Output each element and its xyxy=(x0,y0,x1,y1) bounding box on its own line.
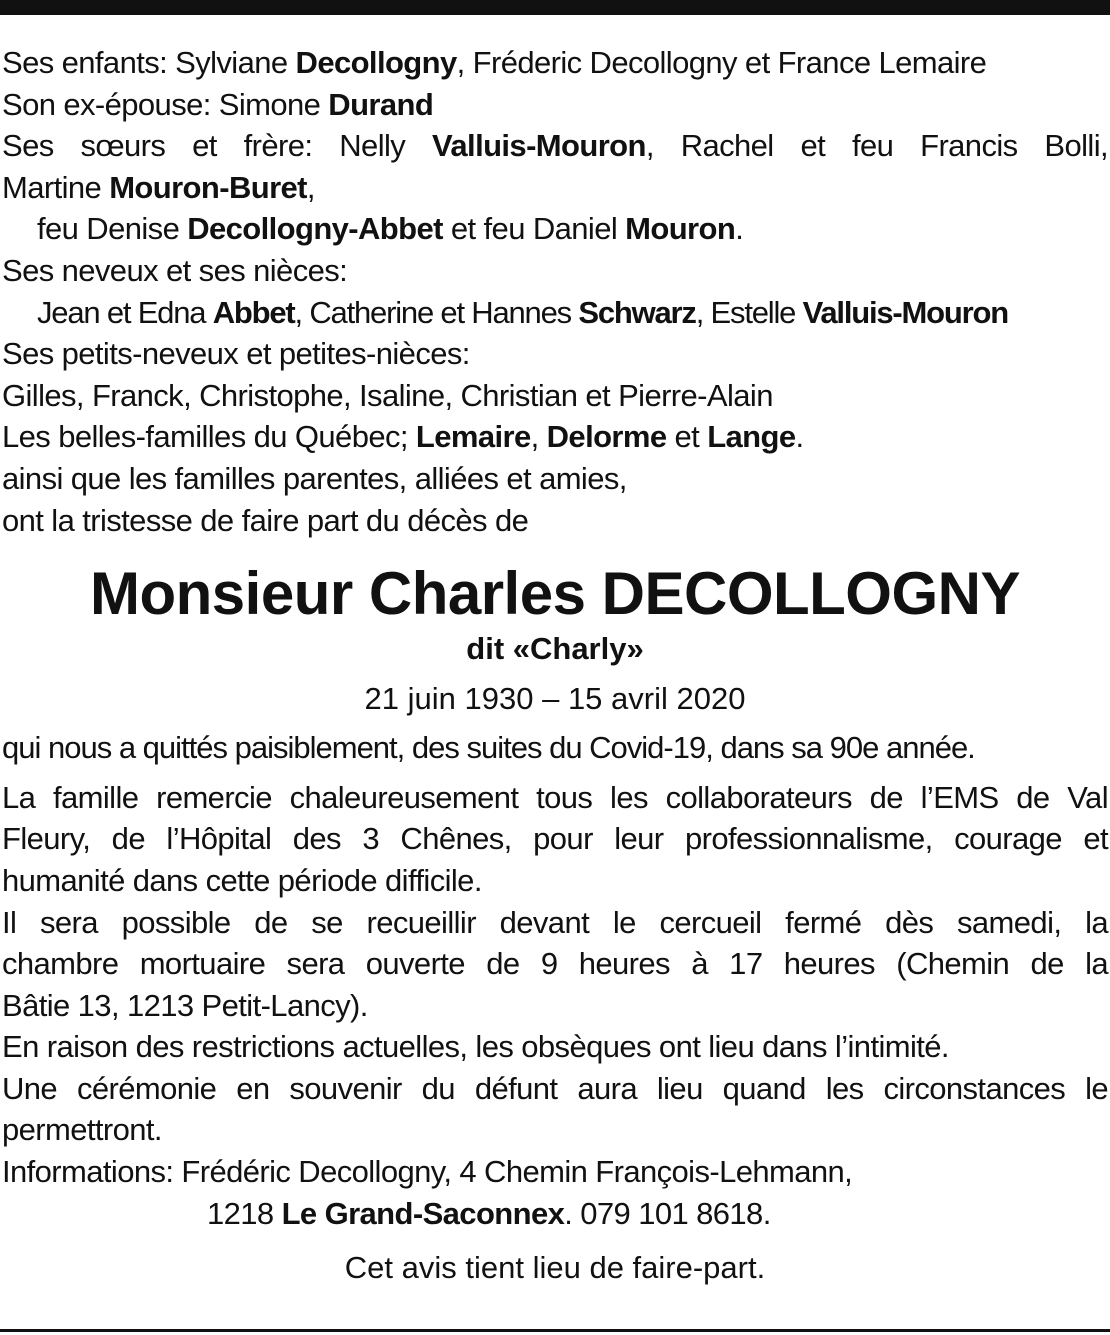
text: , Rachel et feu Francis Bolli, xyxy=(645,128,1108,164)
text: feu Denise xyxy=(37,211,188,247)
text: Ses sœurs et frère: Nelly xyxy=(2,128,433,164)
surname: Abbet xyxy=(212,294,295,330)
announcement-line: ont la tristesse de faire part du décès de xyxy=(2,502,529,538)
text-line: humanité dans cette période difficile. xyxy=(2,862,482,898)
deceased-nickname: dit «Charly» xyxy=(466,631,644,667)
text: Son ex-épouse: Simone xyxy=(2,86,329,122)
martine-line xyxy=(2,167,1108,209)
thanks-paragraph xyxy=(2,777,1108,902)
top-rule xyxy=(0,0,1110,15)
surname: Mouron-Buret xyxy=(109,169,307,205)
text: Jean et Edna xyxy=(37,294,213,330)
text: Les belles-familles du Québec; xyxy=(2,419,416,455)
text-line: Informations: Frédéric Decollogny, 4 Chemin François-Lehmann, xyxy=(2,1154,853,1190)
children-line xyxy=(2,42,1108,84)
closing-note: Cet avis tient lieu de faire-part. xyxy=(344,1250,766,1286)
text-line: permettront. xyxy=(2,1112,162,1148)
text: . xyxy=(795,419,804,455)
passing-line: qui nous a quittés paisiblement, des suites du Covid-19, dans sa 90e année. xyxy=(2,730,975,766)
text: et feu Daniel xyxy=(442,211,626,247)
text-line: Il sera possible de se recueillir devant le cercueil fermé dès samedi, la xyxy=(2,904,1108,940)
text: et xyxy=(666,419,708,455)
nephews-line xyxy=(2,292,1108,334)
surname: Lemaire xyxy=(415,419,531,455)
surname: Decollogny-Abbet xyxy=(187,211,443,247)
allied-families-line: ainsi que les familles parentes, alliées et amies, xyxy=(2,460,627,496)
ceremony-paragraph xyxy=(2,1068,1108,1151)
text-line: Bâtie 13, 1213 Petit-Lancy). xyxy=(2,987,368,1023)
surname: Mouron xyxy=(625,211,736,247)
surname: Schwarz xyxy=(578,294,696,330)
surname: Valluis-Mouron xyxy=(802,294,1008,330)
nephews-heading: Ses neveux et ses nièces: xyxy=(2,252,348,288)
ex-spouse-line xyxy=(2,84,1108,126)
text-line: Une cérémonie en souvenir du défunt aura lieu quand les circonstances le xyxy=(2,1070,1108,1106)
surname: Durand xyxy=(328,86,434,122)
viewing-paragraph xyxy=(2,902,1108,1027)
text: Martine xyxy=(2,169,110,205)
contact-info xyxy=(2,1151,1108,1234)
text: , Catherine et Hannes xyxy=(294,294,579,330)
surname: Valluis-Mouron xyxy=(432,128,646,164)
grand-nephews-names: Gilles, Franck, Christophe, Isaline, Christian et Pierre-Alain xyxy=(2,377,773,413)
life-dates: 21 juin 1930 – 15 avril 2020 xyxy=(364,681,746,717)
text: . 079 101 8618. xyxy=(564,1195,771,1231)
text: . xyxy=(735,211,744,247)
text-line: La famille remercie chaleureusement tous les collaborateurs de l’EMS de Val xyxy=(2,779,1108,815)
locality: Le Grand-Saconnex xyxy=(281,1195,565,1231)
text: Ses enfants: Sylviane xyxy=(2,45,296,80)
bottom-rule xyxy=(0,1329,1110,1332)
surname: Lange xyxy=(707,419,796,455)
surname: Delorme xyxy=(546,419,667,455)
text: , xyxy=(306,169,315,205)
in-laws-line xyxy=(2,416,1108,458)
text: 1218 xyxy=(207,1195,282,1231)
deceased-name: Monsieur Charles DECOLLOGNY xyxy=(90,560,1020,628)
deceased-siblings-line xyxy=(2,208,1108,250)
siblings-line xyxy=(2,125,1108,167)
text: , xyxy=(530,419,547,455)
address-line xyxy=(2,1193,1108,1235)
obituary-notice xyxy=(2,42,1108,1288)
surname: Decollogny xyxy=(295,45,457,80)
text-line: chambre mortuaire sera ouverte de 9 heures à 17 heures (Chemin de la xyxy=(2,946,1108,982)
text: , Estelle xyxy=(695,294,803,330)
restrictions-line: En raison des restrictions actuelles, les obsèques ont lieu dans l’intimité. xyxy=(2,1029,949,1065)
text: , Fréderic Decollogny et France Lemaire xyxy=(456,45,987,80)
text-line: Fleury, de l’Hôpital des 3 Chênes, pour leur professionnalisme, courage et xyxy=(2,821,1108,857)
grand-nephews-heading: Ses petits-neveux et petites-nièces: xyxy=(2,336,470,372)
